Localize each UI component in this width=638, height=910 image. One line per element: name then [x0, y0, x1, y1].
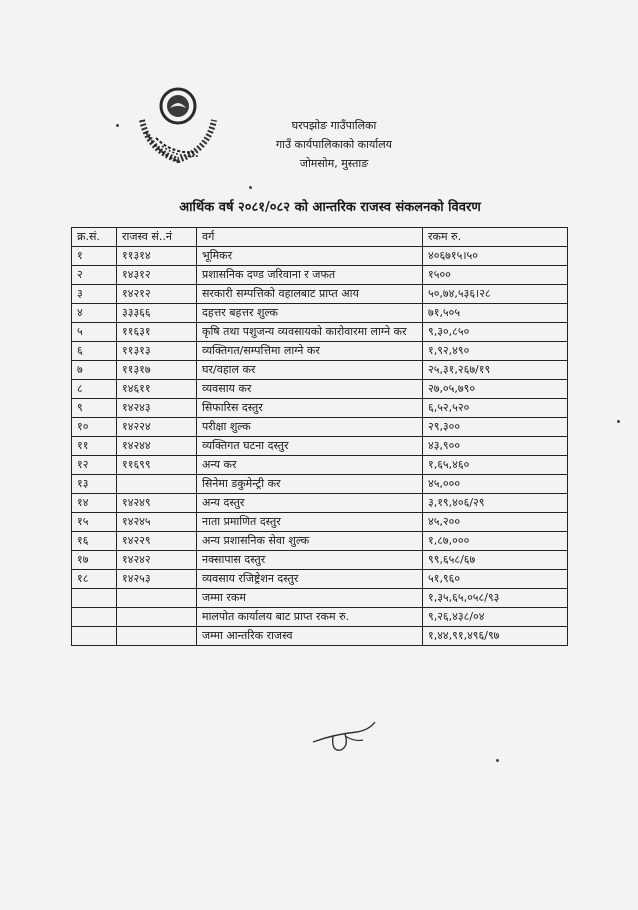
cell-serial: ८: [72, 380, 117, 399]
cell-category: अन्य प्रशासनिक सेवा शुल्क: [197, 532, 423, 551]
table-row: [72, 342, 568, 361]
cell-serial: ५: [72, 323, 117, 342]
cell-revenue-code: १४२१२: [117, 285, 197, 304]
revenue-table: [71, 227, 568, 646]
document-title: आर्थिक वर्ष २०८१/०८२ को आन्तरिक राजस्व संकलनको विवरण: [179, 200, 481, 215]
cell-serial: ९: [72, 399, 117, 418]
cell-category: भूमिकर: [197, 247, 423, 266]
cell-revenue-code: १४२४९: [117, 494, 197, 513]
table-row: [72, 380, 568, 399]
cell-serial: १२: [72, 456, 117, 475]
cell-empty: [117, 589, 197, 608]
cell-amount: ४५,२००: [423, 513, 568, 532]
cell-empty: [117, 627, 197, 646]
cell-revenue-code: ११६९९: [117, 456, 197, 475]
cell-amount: १,८७,०००: [423, 532, 568, 551]
cell-empty: [72, 589, 117, 608]
table-row: [72, 247, 568, 266]
summary-row: [72, 608, 568, 627]
table-row: [72, 266, 568, 285]
table-row: [72, 399, 568, 418]
cell-revenue-code: १४२५३: [117, 570, 197, 589]
cell-serial: ३: [72, 285, 117, 304]
summary-row: [72, 589, 568, 608]
cell-revenue-code: ११३१३: [117, 342, 197, 361]
cell-serial: ४: [72, 304, 117, 323]
cell-revenue-code: १४३१२: [117, 266, 197, 285]
cell-category: व्यवसाय कर: [197, 380, 423, 399]
speck: [249, 186, 252, 189]
cell-category: नक्सापास दस्तुर: [197, 551, 423, 570]
col-header-category: वर्ग: [197, 228, 423, 247]
cell-revenue-code: १४२४२: [117, 551, 197, 570]
cell-revenue-code: ११३१४: [117, 247, 197, 266]
cell-category: अन्य दस्तुर: [197, 494, 423, 513]
cell-amount: ५०,७४,५३६।२८: [423, 285, 568, 304]
cell-revenue-code: ३३३६६: [117, 304, 197, 323]
cell-serial: १०: [72, 418, 117, 437]
table-row: [72, 494, 568, 513]
table-header-row: [72, 228, 568, 247]
cell-serial: २: [72, 266, 117, 285]
cell-serial: १४: [72, 494, 117, 513]
table-row: [72, 456, 568, 475]
cell-category: परीक्षा शुल्क: [197, 418, 423, 437]
cell-revenue-code: ११३१७: [117, 361, 197, 380]
cell-category: घर/वहाल कर: [197, 361, 423, 380]
cell-category: व्यक्तिगत घटना दस्तुर: [197, 437, 423, 456]
cell-serial: ७: [72, 361, 117, 380]
summary-amount: १,४४,९१,४९६/९७: [423, 627, 568, 646]
cell-category: प्रशासनिक दण्ड जरिवाना र जफत: [197, 266, 423, 285]
table-row: [72, 285, 568, 304]
cell-amount: ५१,९६०: [423, 570, 568, 589]
table-row: [72, 513, 568, 532]
cell-category: व्यवसाय रजिष्ट्रेशन दस्तुर: [197, 570, 423, 589]
table-row: [72, 532, 568, 551]
cell-category: दहत्तर बहत्तर शुल्क: [197, 304, 423, 323]
cell-category: व्यक्तिगत/सम्पत्तिमा लाग्ने कर: [197, 342, 423, 361]
cell-serial: १: [72, 247, 117, 266]
table-body: [72, 247, 568, 646]
cell-amount: ९,३०,८५०: [423, 323, 568, 342]
table-row: [72, 570, 568, 589]
cell-amount: २९,३००: [423, 418, 568, 437]
cell-amount: १,६५,४६०: [423, 456, 568, 475]
cell-amount: २५,३१,२६७/१९: [423, 361, 568, 380]
table-row: [72, 551, 568, 570]
cell-amount: ४५,०००: [423, 475, 568, 494]
speck: [496, 759, 499, 762]
cell-revenue-code: १४२४३: [117, 399, 197, 418]
cell-category: नाता प्रमाणित दस्तुर: [197, 513, 423, 532]
cell-revenue-code: १४६११: [117, 380, 197, 399]
cell-amount: ४३,९००: [423, 437, 568, 456]
cell-revenue-code: १४२२९: [117, 532, 197, 551]
cell-serial: १३: [72, 475, 117, 494]
summary-label: जम्मा आन्तरिक राजस्व: [197, 627, 423, 646]
table-row: [72, 323, 568, 342]
cell-category: सरकारी सम्पत्तिको वहालबाट प्राप्त आय: [197, 285, 423, 304]
office-location: जोमसोम, मुस्ताङ: [299, 157, 369, 170]
cell-amount: ४०६७१५।५०: [423, 247, 568, 266]
summary-amount: १,३५,६५,०५८/९३: [423, 589, 568, 608]
cell-serial: १८: [72, 570, 117, 589]
signature: [305, 712, 385, 762]
cell-empty: [72, 627, 117, 646]
cell-amount: ९९,६५८/६७: [423, 551, 568, 570]
cell-amount: १५००: [423, 266, 568, 285]
table-row: [72, 361, 568, 380]
cell-category: अन्य कर: [197, 456, 423, 475]
municipality-name: घरपझोङ गाउँपालिका: [291, 119, 377, 132]
cell-revenue-code: [117, 475, 197, 494]
cell-amount: २७,०५,७९०: [423, 380, 568, 399]
cell-category: सिफारिस दस्तुर: [197, 399, 423, 418]
cell-empty: [117, 608, 197, 627]
summary-amount: ९,२६,४३८/०४: [423, 608, 568, 627]
cell-serial: १७: [72, 551, 117, 570]
cell-category: सिनेमा डकुमेन्ट्री कर: [197, 475, 423, 494]
cell-revenue-code: १४२२४: [117, 418, 197, 437]
cell-serial: ६: [72, 342, 117, 361]
table-row: [72, 418, 568, 437]
col-header-amount: रकम रु.: [423, 228, 568, 247]
cell-revenue-code: ११६३१: [117, 323, 197, 342]
cell-amount: ३,१९,४०६/२९: [423, 494, 568, 513]
cell-empty: [72, 608, 117, 627]
cell-amount: ७१,५०५: [423, 304, 568, 323]
col-header-revenue-code: राजस्व सं..नं: [117, 228, 197, 247]
municipality-seal: [128, 80, 228, 170]
cell-amount: १,९२,४९०: [423, 342, 568, 361]
table-row: [72, 475, 568, 494]
cell-revenue-code: १४२४४: [117, 437, 197, 456]
cell-serial: १५: [72, 513, 117, 532]
letterhead: [250, 116, 418, 173]
cell-revenue-code: १४२४५: [117, 513, 197, 532]
table-row: [72, 437, 568, 456]
speck: [116, 124, 119, 127]
cell-category: कृषि तथा पशुजन्य व्यवसायको कारोवारमा लाग्ने कर: [197, 323, 423, 342]
col-header-serial: क्र.सं.: [72, 228, 117, 247]
cell-serial: ११: [72, 437, 117, 456]
table-row: [72, 304, 568, 323]
summary-label: मालपोत कार्यालय बाट प्राप्त रकम रु.: [197, 608, 423, 627]
office-name: गाउँ कार्यपालिकाको कार्यालय: [275, 138, 393, 151]
summary-row: [72, 627, 568, 646]
cell-serial: १६: [72, 532, 117, 551]
cell-amount: ६,५२,५२०: [423, 399, 568, 418]
speck: [617, 420, 620, 423]
summary-label: जम्मा रकम: [197, 589, 423, 608]
